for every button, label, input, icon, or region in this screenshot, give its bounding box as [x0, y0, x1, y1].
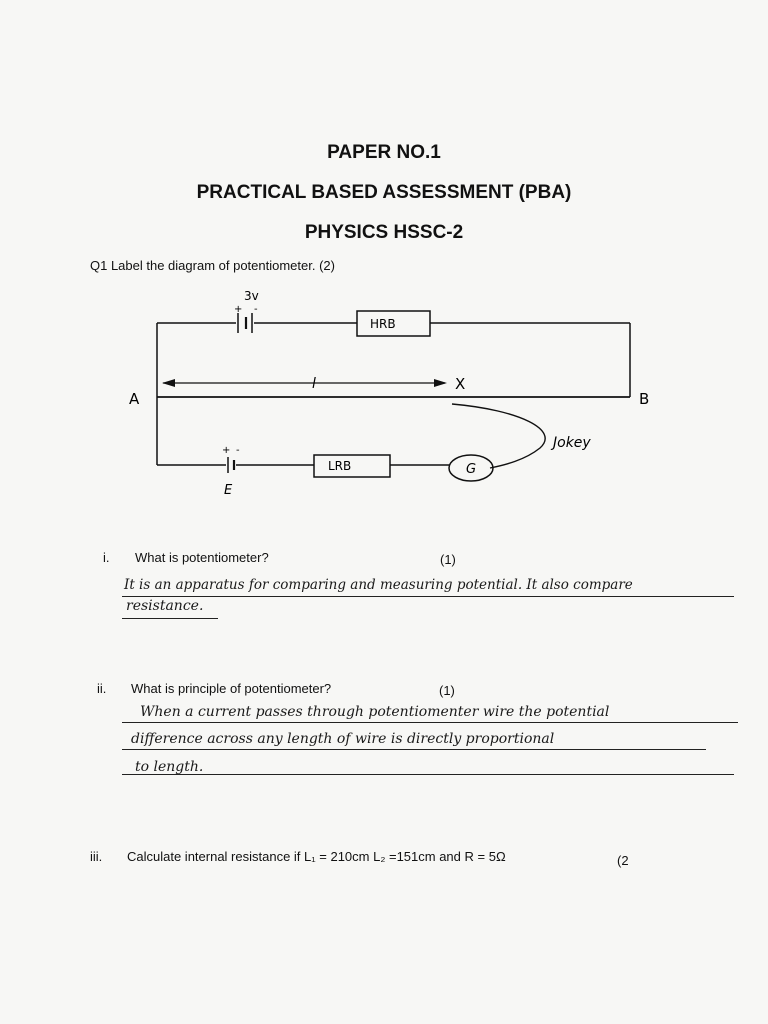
part-i-answer-line-1: It is an apparatus for comparing and measuring potential. It also compare [124, 577, 633, 593]
answer-rule [122, 596, 734, 597]
part-i-marks: (1) [440, 552, 456, 567]
part-i-number: i. [103, 550, 110, 565]
answer-rule [122, 722, 738, 723]
part-ii-number: ii. [97, 681, 107, 696]
length-label: l [312, 376, 316, 392]
potentiometer-diagram [0, 280, 768, 530]
part-ii-answer-line-1: When a current passes through potentiomenter wire the potential [140, 704, 610, 720]
cell-label: E [224, 483, 233, 498]
cell-plus-label: + [222, 445, 231, 456]
point-b-label: B [639, 390, 650, 408]
point-a-label: A [129, 390, 140, 408]
jockey-point-label: X [455, 375, 466, 393]
part-iii-marks: (2 [617, 853, 629, 868]
battery-plus-label: + [234, 304, 243, 315]
hrb-label: HRB [370, 317, 396, 331]
part-ii-answer-line-2: difference across any length of wire is directly proportional [131, 731, 555, 747]
answer-rule [122, 618, 218, 619]
cell-minus-label: - [236, 445, 240, 456]
part-iii-question: Calculate internal resistance if L₁ = 210cm L₂ =151cm and R = 5Ω [127, 849, 506, 864]
lrb-label: LRB [328, 459, 352, 473]
part-i-answer-line-2: resistance. [126, 598, 204, 614]
battery-voltage-label: 3v [244, 289, 259, 303]
subject-title: PHYSICS HSSC-2 [304, 222, 464, 243]
part-iii-number: iii. [90, 849, 103, 864]
part-i-question: What is potentiometer? [135, 550, 269, 565]
part-ii-answer-line-3: to length. [135, 759, 204, 775]
lrb-resistor [314, 455, 390, 477]
jockey-label: Jokey [553, 435, 591, 451]
battery-minus-label: - [254, 304, 258, 315]
part-ii-question: What is principle of potentiometer? [131, 681, 332, 696]
question-1: Q1 Label the diagram of potentiometer. (2) [90, 258, 335, 273]
assessment-title: PRACTICAL BASED ASSESSMENT (PBA) [196, 182, 572, 203]
part-ii-marks: (1) [439, 683, 455, 698]
paper-title: PAPER NO.1 [327, 142, 441, 163]
galvanometer-label: G [466, 462, 477, 477]
answer-rule [122, 749, 706, 750]
jockey-wire [452, 404, 545, 468]
answer-rule [122, 774, 734, 775]
